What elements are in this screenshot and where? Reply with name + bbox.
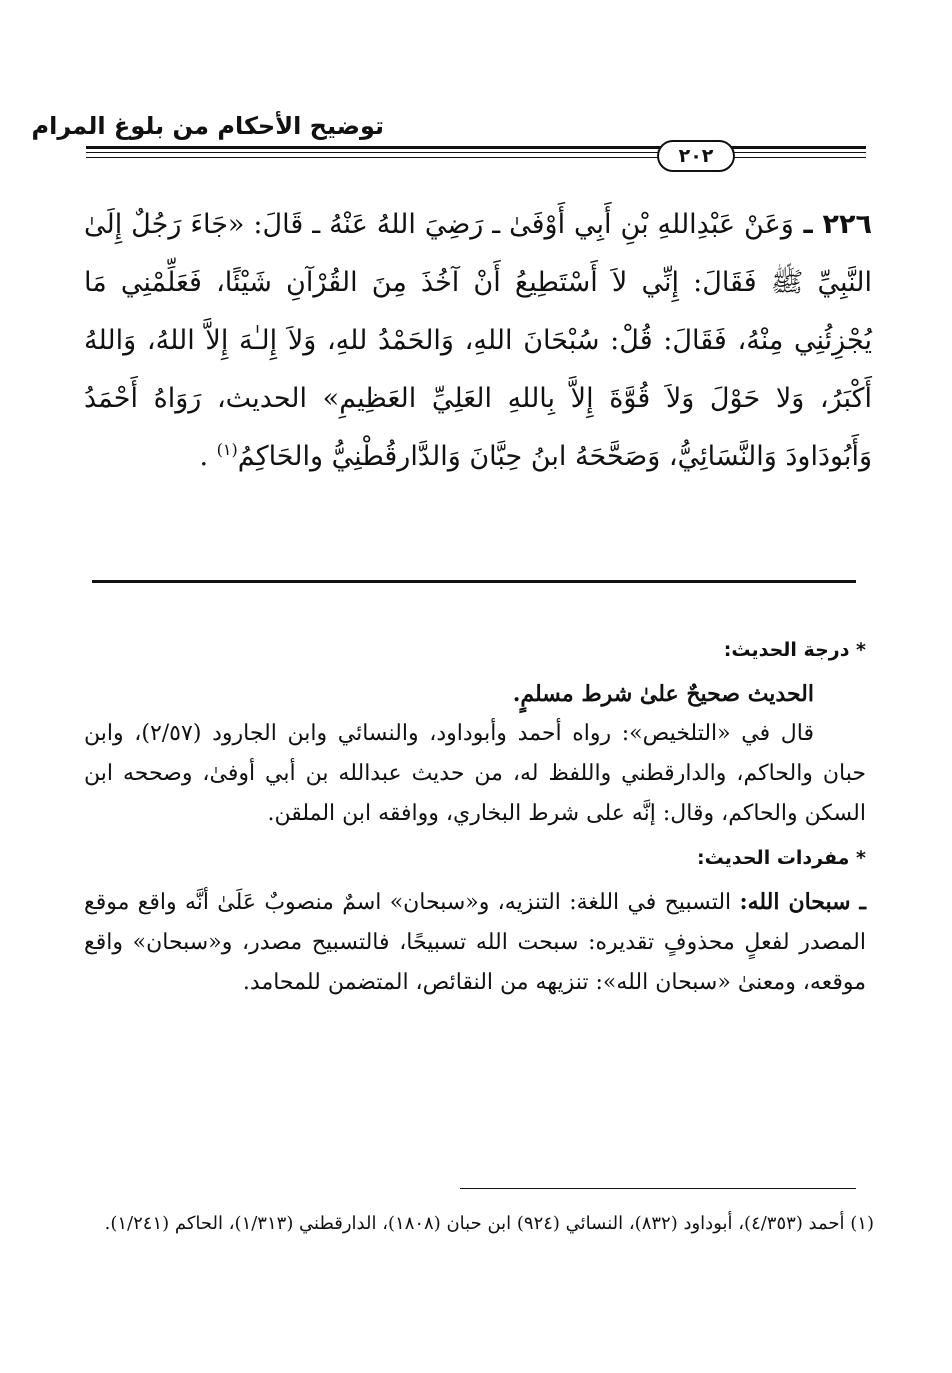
hadith-end-mark: .: [199, 441, 217, 472]
vocab-heading: * مفردات الحديث:: [697, 847, 866, 869]
running-title: توضيح الأحكام من بلوغ المرام: [31, 112, 384, 140]
hadith-body: وَعَنْ عَبْدِاللهِ بْنِ أَبِي أَوْفَىٰ ـ رَضِيَ اللهُ عَنْهُ ـ قَالَ: «جَاءَ رَجُلٌ إِلَىٰ النَّبِيِّ ﷺ فَقَالَ: إِنِّي لاَ أَسْتَطِيعُ أَنْ آخُذَ مِنَ القُرْآنِ شَيْئًا، فَعَلِّمْنِي مَا يُجْزِئُنِي مِنْهُ، فَقَالَ: قُلْ: سُبْحَانَ اللهِ، وَالحَمْدُ للهِ، وَلاَ إِلـٰهَ إِلاَّ اللهُ، وَاللهُ أَكْبَرُ، وَلا حَوْلَ وَلاَ قُوَّةَ إِلاَّ بِاللهِ العَلِيِّ العَظِيمِ» الحديث، رَوَاهُ أَحْمَدُ وَأَبُودَاودَ وَالنَّسَائِيُّ، وَصَحَّحَهُ ابنُ حِبَّانَ وَالدَّارقُطْنِيُّ والحَاكِمُ: [84, 209, 873, 472]
vocab-entry: [84, 882, 866, 1003]
vocab-term: ـ سبحان الله:: [739, 889, 866, 915]
header-rule-thin-1: [86, 152, 866, 153]
footnote-rule: [460, 1188, 856, 1189]
header-rule-thick: [86, 146, 866, 149]
grade-verdict: الحديث صحيحٌ علىٰ شرط مسلمٍ.: [512, 681, 814, 707]
hadith-number-dash: ـ: [793, 209, 823, 240]
section-separator: [92, 580, 856, 583]
grade-heading: * درجة الحديث:: [723, 639, 866, 661]
header-rule-thin-2: [86, 157, 866, 158]
footnote-text: (١) أحمد (٤/٣٥٣)، أبوداود (٨٣٢)، النسائي (٩٢٤) ابن حبان (١٨٠٨)، الدارقطني (١/٣١٣)، الحاكم (١/٢٤١).: [104, 1213, 874, 1234]
commentary-block: [84, 628, 866, 1003]
page-number: ٢٠٢: [657, 140, 735, 172]
hadith-text-block: [84, 196, 872, 486]
vocab-definition: التسبيح في اللغة: التنزيه، و«سبحان» اسمٌ منصوبٌ عَلَىٰ أنَّه واقع موقع المصدر لفعلٍ محذوفٍ تقديره: سبحت الله تسبيحًا، فالتسبيح مصدر، و«سبحان» واقع موقعه، ومعنىٰ «سبحان الله»: تنزيهه من النقائص، المتضمن للمحامد.: [84, 890, 866, 995]
hadith-number: ٢٢٦: [822, 209, 872, 240]
grade-body: قال في «التلخيص»: رواه أحمد وأبوداود، والنسائي وابن الجارود (٢/٥٧)، وابن حبان والحاكم، والدارقطني واللفظ له، من حديث عبدالله بن أبي أوفىٰ، وصححه ابن السكن والحاكم، وقال: إنَّه على شرط البخاري، ووافقه ابن الملقن.: [84, 721, 866, 826]
footnote-reference: (١): [216, 440, 238, 459]
